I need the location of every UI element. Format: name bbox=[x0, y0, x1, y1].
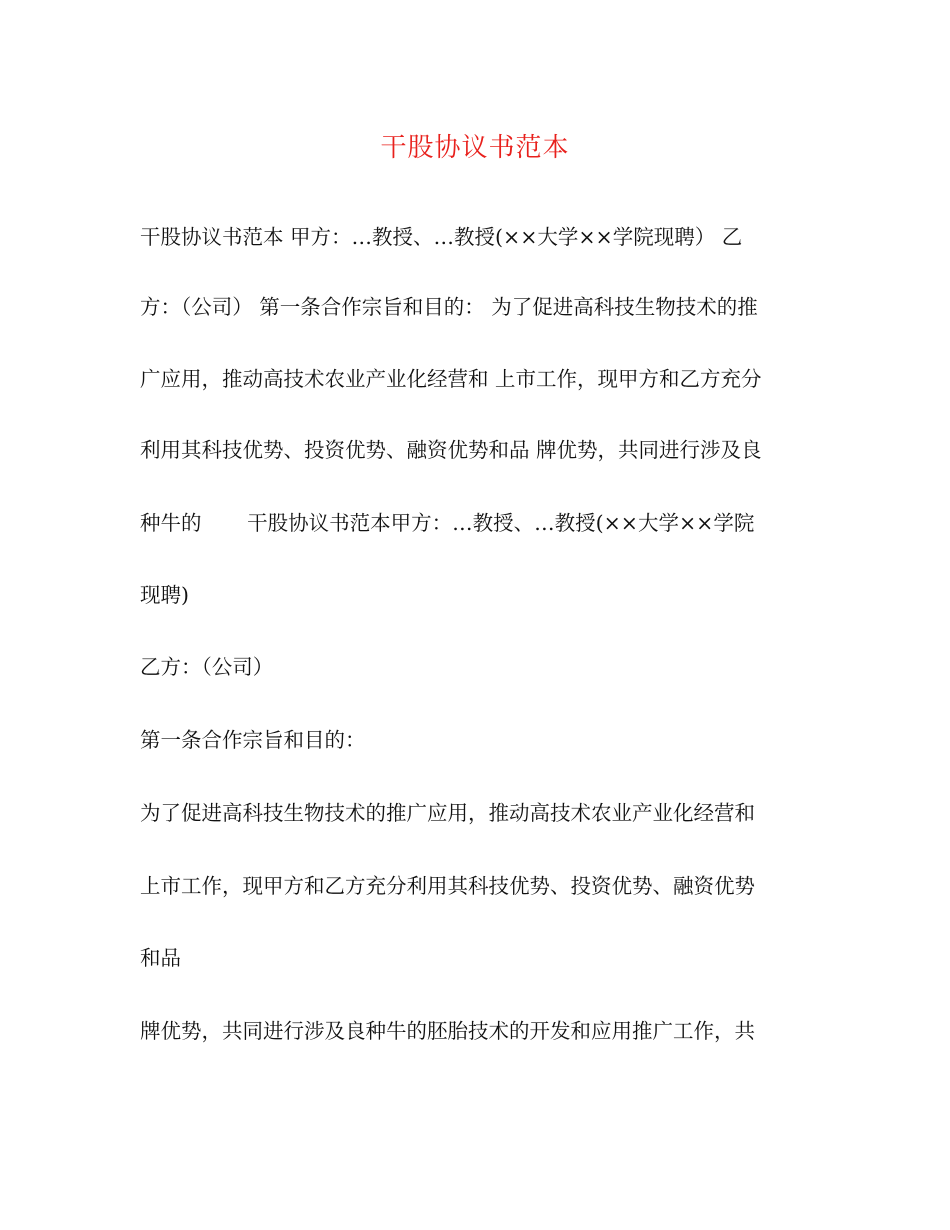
body-line: 乙方：（公司） bbox=[140, 655, 274, 679]
body-line: 为了促进高科技生物技术的推广应用，推动高技术农业产业化经营和 bbox=[140, 801, 755, 825]
body-line: 种牛的 干股协议书范本甲方：…教授、…教授(××大学××学院 bbox=[140, 511, 755, 535]
body-line: 方：（公司） 第一条合作宗旨和目的： 为了促进高科技生物技术的推 bbox=[140, 295, 758, 319]
document-title: 干股协议书范本 bbox=[380, 133, 570, 163]
body-line: 现聘) bbox=[140, 583, 189, 607]
body-line: 和品 bbox=[140, 946, 181, 970]
body-line: 利用其科技优势、投资优势、融资优势和品 牌优势，共同进行涉及良 bbox=[140, 438, 762, 462]
body-line: 第一条合作宗旨和目的： bbox=[140, 728, 366, 752]
body-line: 干股协议书范本 甲方：…教授、…教授(××大学××学院现聘） 乙 bbox=[140, 225, 743, 249]
body-line: 上市工作，现甲方和乙方充分利用其科技优势、投资优势、融资优势 bbox=[140, 874, 755, 898]
body-line: 牌优势，共同进行涉及良种牛的胚胎技术的开发和应用推广工作，共 bbox=[140, 1019, 755, 1043]
body-line: 广应用，推动高技术农业产业化经营和 上市工作，现甲方和乙方充分 bbox=[140, 367, 762, 391]
